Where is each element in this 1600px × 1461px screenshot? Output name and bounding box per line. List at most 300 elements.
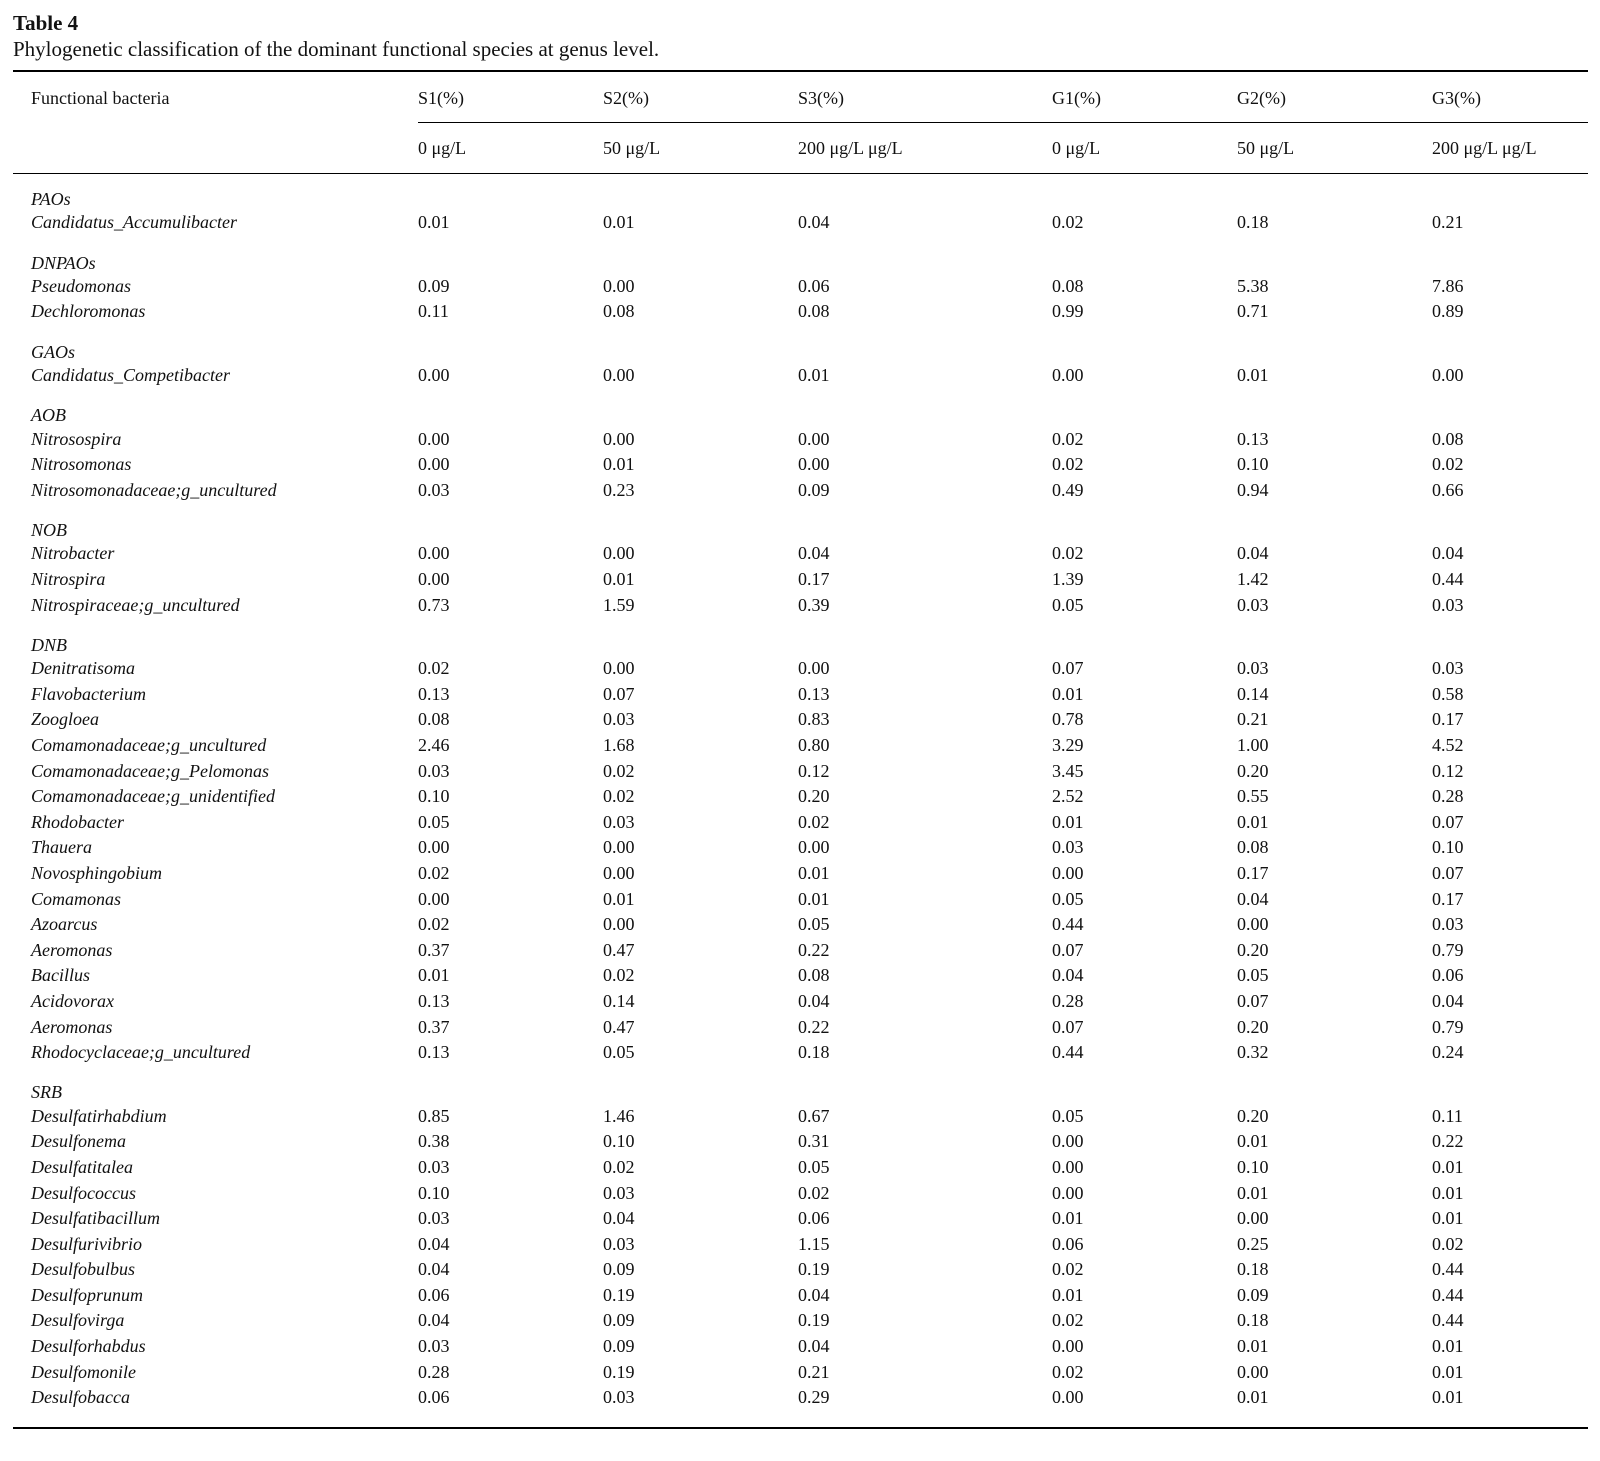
value-cell: 0.19 [603,1284,635,1305]
value-cell: 0.04 [798,1284,830,1305]
value-cell: 0.13 [1237,428,1269,449]
value-cell: 0.05 [418,811,450,832]
value-cell: 0.05 [798,914,830,935]
value-cell: 0.03 [418,1156,450,1177]
value-cell: 0.21 [798,1361,830,1382]
value-cell: 0.14 [603,990,635,1011]
value-cell: 0.08 [798,301,830,322]
species-name: Aeromonas [31,1016,113,1037]
value-cell: 0.00 [1052,1182,1084,1203]
species-name: Desulfatirhabdium [31,1105,167,1126]
value-cell: 0.03 [418,1336,450,1357]
value-cell: 0.06 [1052,1233,1084,1254]
value-cell: 0.00 [603,428,635,449]
species-name: Nitrospira [31,569,106,590]
value-cell: 0.85 [418,1105,450,1126]
table-row [13,1103,1588,1129]
value-cell: 0.00 [1237,1208,1269,1229]
species-name: Desulforhabdus [31,1336,146,1357]
value-cell: 0.10 [418,1182,450,1203]
value-cell: 0.03 [603,709,635,730]
value-cell: 0.02 [1052,428,1084,449]
value-cell: 0.02 [798,811,830,832]
value-cell: 0.07 [1237,990,1269,1011]
value-cell: 0.21 [1432,212,1464,233]
table-row [13,810,1588,836]
species-name: Flavobacterium [31,683,146,704]
value-cell: 0.08 [603,301,635,322]
value-cell: 1.68 [603,735,635,756]
value-cell: 0.07 [1052,939,1084,960]
value-cell: 0.02 [418,658,450,679]
value-cell: 0.00 [1052,365,1084,386]
value-cell: 0.19 [798,1259,830,1280]
value-cell: 0.08 [1237,837,1269,858]
value-cell: 0.00 [418,543,450,564]
value-cell: 0.07 [1052,1016,1084,1037]
value-cell: 0.05 [603,1042,635,1063]
value-cell: 1.15 [798,1233,830,1254]
value-cell: 0.18 [1237,1310,1269,1331]
value-cell: 0.24 [1432,1042,1464,1063]
value-cell: 0.12 [798,760,830,781]
table-bottom-rule [13,1411,1588,1428]
value-cell: 0.94 [1237,479,1269,500]
header-conc-g2: 50 μg/L [1237,123,1432,174]
value-cell: 0.00 [418,888,450,909]
group-row [13,388,1588,426]
value-cell: 0.04 [418,1310,450,1331]
species-name: Pseudomonas [31,275,131,296]
value-cell: 0.73 [418,594,450,615]
value-cell: 0.09 [1237,1284,1269,1305]
group-row [13,1065,1588,1103]
table-row [13,1308,1588,1334]
group-label: NOB [31,520,67,541]
value-cell: 0.01 [418,965,450,986]
value-cell: 0.00 [603,837,635,858]
species-name: Desulfonema [31,1131,126,1152]
value-cell: 0.71 [1237,301,1269,322]
table-row [13,1180,1588,1206]
value-cell: 0.11 [1432,1105,1463,1126]
value-cell: 0.02 [418,914,450,935]
table-row [13,656,1588,682]
value-cell: 0.12 [1432,760,1464,781]
value-cell: 0.10 [1432,837,1464,858]
value-cell: 1.59 [603,594,635,615]
value-cell: 0.31 [798,1131,830,1152]
value-cell: 0.00 [603,275,635,296]
value-cell: 0.03 [418,760,450,781]
value-cell: 0.00 [1432,365,1464,386]
table-row [13,478,1588,504]
value-cell: 0.06 [1432,965,1464,986]
value-cell: 0.03 [603,1182,635,1203]
value-cell: 0.08 [798,965,830,986]
value-cell: 0.23 [603,479,635,500]
table-row [13,963,1588,989]
value-cell: 0.03 [603,1233,635,1254]
species-name: Rhodobacter [31,811,124,832]
value-cell: 0.04 [798,543,830,564]
value-cell: 0.00 [603,365,635,386]
header-sample-s2: S2(%) [603,87,649,108]
value-cell: 0.02 [798,1182,830,1203]
value-cell: 0.06 [418,1284,450,1305]
table-row [13,784,1588,810]
value-cell: 0.04 [1237,543,1269,564]
table-body [13,174,1588,1428]
species-name: Desulfatibacillum [31,1208,160,1229]
table-row [13,299,1588,325]
value-cell: 0.00 [1052,1131,1084,1152]
value-cell: 0.99 [1052,301,1084,322]
table-row [13,758,1588,784]
value-cell: 0.05 [1237,965,1269,986]
value-cell: 0.09 [603,1259,635,1280]
value-cell: 0.32 [1237,1042,1269,1063]
document [13,10,1588,1429]
table-row [13,707,1588,733]
value-cell: 0.00 [418,837,450,858]
species-name: Comamonadaceae;g_unidentified [31,786,275,807]
value-cell: 0.00 [1052,1156,1084,1177]
group-label: AOB [31,405,66,426]
value-cell: 0.04 [418,1259,450,1280]
value-cell: 0.09 [603,1310,635,1331]
species-name: Novosphingobium [31,862,163,883]
value-cell: 0.22 [798,1016,830,1037]
value-cell: 0.17 [1432,709,1464,730]
value-cell: 0.04 [1432,543,1464,564]
value-cell: 0.01 [1432,1387,1464,1408]
value-cell: 0.05 [798,1156,830,1177]
data-table [13,70,1588,1429]
table-row [13,274,1588,300]
value-cell: 0.00 [418,365,450,386]
value-cell: 7.86 [1432,275,1464,296]
value-cell: 0.19 [798,1310,830,1331]
value-cell: 0.01 [1237,365,1269,386]
table-row [13,426,1588,452]
value-cell: 0.09 [798,479,830,500]
value-cell: 0.21 [1237,709,1269,730]
value-cell: 0.01 [1432,1182,1464,1203]
value-cell: 0.01 [1237,1131,1269,1152]
value-cell: 0.44 [1432,569,1464,590]
value-cell: 0.03 [418,479,450,500]
value-cell: 0.03 [1432,594,1464,615]
value-cell: 0.03 [1237,594,1269,615]
value-cell: 0.08 [418,709,450,730]
species-name: Comamonas [31,888,122,909]
value-cell: 0.13 [418,1042,450,1063]
table-row [13,363,1588,389]
value-cell: 0.03 [418,1208,450,1229]
group-label: DNPAOs [31,252,96,273]
value-cell: 1.39 [1052,569,1084,590]
header-row-concentrations [13,123,1588,174]
species-name: Rhodocyclaceae;g_uncultured [31,1042,251,1063]
group-row [13,618,1588,656]
value-cell: 0.00 [1052,1387,1084,1408]
header-conc-g3: 200 μg/L μg/L [1432,123,1588,174]
value-cell: 0.01 [798,365,830,386]
species-name: Desulfurivibrio [31,1233,142,1254]
value-cell: 2.46 [418,735,450,756]
table-row [13,1129,1588,1155]
value-cell: 0.04 [798,1336,830,1357]
value-cell: 0.14 [1237,683,1269,704]
value-cell: 0.17 [798,569,830,590]
table-row [13,452,1588,478]
value-cell: 0.02 [1052,1259,1084,1280]
value-cell: 0.02 [603,1156,635,1177]
value-cell: 0.02 [603,760,635,781]
value-cell: 2.52 [1052,786,1084,807]
value-cell: 0.28 [1432,786,1464,807]
group-label: DNB [31,634,67,655]
value-cell: 0.20 [798,786,830,807]
value-cell: 0.17 [1432,888,1464,909]
value-cell: 0.00 [418,569,450,590]
species-name: Acidovorax [31,990,114,1011]
value-cell: 0.37 [418,939,450,960]
value-cell: 0.05 [1052,1105,1084,1126]
value-cell: 3.45 [1052,760,1084,781]
table-row [13,1014,1588,1040]
table-row [13,567,1588,593]
species-name: Desulfatitalea [31,1156,133,1177]
table-row [13,1385,1588,1411]
value-cell: 0.03 [1237,658,1269,679]
value-cell: 0.10 [1237,454,1269,475]
value-cell: 0.13 [418,990,450,1011]
value-cell: 0.01 [1052,811,1084,832]
table-row [13,989,1588,1015]
value-cell: 0.01 [1432,1156,1464,1177]
species-name: Desulfoprunum [31,1284,143,1305]
species-name: Candidatus_Competibacter [31,365,230,386]
group-row [13,325,1588,363]
value-cell: 0.44 [1432,1284,1464,1305]
group-row [13,503,1588,541]
value-cell: 0.01 [1432,1208,1464,1229]
value-cell: 0.55 [1237,786,1269,807]
table-label: Table 4 [13,11,79,35]
value-cell: 0.11 [418,301,449,322]
header-conc-s3: 200 μg/L μg/L [798,123,1052,174]
value-cell: 0.10 [418,786,450,807]
header-blank-cell [13,123,418,174]
table-row [13,541,1588,567]
value-cell: 5.38 [1237,275,1269,296]
value-cell: 0.00 [603,914,635,935]
value-cell: 0.18 [1237,1259,1269,1280]
table-row [13,1040,1588,1066]
value-cell: 0.06 [418,1387,450,1408]
table-row [13,682,1588,708]
value-cell: 0.02 [1432,1233,1464,1254]
value-cell: 0.01 [603,454,635,475]
value-cell: 0.09 [603,1336,635,1357]
value-cell: 0.47 [603,1016,635,1037]
group-label: PAOs [31,189,71,209]
value-cell: 0.01 [1237,1387,1269,1408]
value-cell: 0.38 [418,1131,450,1152]
table-row [13,1359,1588,1385]
value-cell: 0.22 [1432,1131,1464,1152]
value-cell: 0.00 [1052,1336,1084,1357]
group-row [13,174,1588,211]
value-cell: 0.01 [1237,811,1269,832]
value-cell: 0.01 [603,569,635,590]
value-cell: 1.00 [1237,735,1269,756]
table-row [13,1257,1588,1283]
value-cell: 0.78 [1052,709,1084,730]
value-cell: 3.29 [1052,735,1084,756]
value-cell: 0.00 [798,428,830,449]
value-cell: 0.89 [1432,301,1464,322]
value-cell: 0.01 [1237,1182,1269,1203]
value-cell: 0.02 [1052,1361,1084,1382]
value-cell: 0.28 [418,1361,450,1382]
group-row [13,236,1588,274]
value-cell: 1.42 [1237,569,1269,590]
value-cell: 0.19 [603,1361,635,1382]
header-sample-g2: G2(%) [1237,87,1286,108]
header-sample-g3: G3(%) [1432,87,1481,108]
value-cell: 0.00 [1237,1361,1269,1382]
value-cell: 0.02 [603,965,635,986]
value-cell: 1.46 [603,1105,635,1126]
table-row [13,937,1588,963]
species-name: Desulfomonile [31,1361,136,1382]
value-cell: 0.00 [418,454,450,475]
species-name: Comamonadaceae;g_Pelomonas [31,760,269,781]
value-cell: 0.00 [798,454,830,475]
value-cell: 0.06 [798,275,830,296]
value-cell: 0.01 [603,212,635,233]
value-cell: 0.20 [1237,1016,1269,1037]
value-cell: 0.49 [1052,479,1084,500]
value-cell: 0.00 [603,658,635,679]
value-cell: 0.18 [798,1042,830,1063]
table-row [13,1155,1588,1181]
value-cell: 0.02 [1052,454,1084,475]
species-name: Nitrosomonas [31,454,132,475]
value-cell: 0.02 [603,786,635,807]
value-cell: 0.01 [1432,1361,1464,1382]
value-cell: 0.79 [1432,1016,1464,1037]
value-cell: 0.04 [603,1208,635,1229]
table-caption: Phylogenetic classification of the dominant functional species at genus level. [13,37,660,61]
table-row [13,733,1588,759]
value-cell: 0.44 [1052,1042,1084,1063]
species-name: Desulfobacca [31,1387,130,1408]
species-name: Thauera [31,837,93,858]
value-cell: 0.79 [1432,939,1464,960]
header-conc-s2: 50 μg/L [603,123,798,174]
table-end-spacer [13,1411,1588,1428]
value-cell: 0.01 [1052,1284,1084,1305]
value-cell: 0.01 [603,888,635,909]
value-cell: 0.04 [1432,990,1464,1011]
value-cell: 0.07 [1052,658,1084,679]
table-row [13,210,1588,236]
value-cell: 0.01 [1237,1336,1269,1357]
value-cell: 0.03 [603,811,635,832]
value-cell: 0.13 [418,683,450,704]
value-cell: 0.44 [1432,1310,1464,1331]
value-cell: 0.05 [1052,888,1084,909]
value-cell: 0.02 [1052,212,1084,233]
value-cell: 0.25 [1237,1233,1269,1254]
table-row [13,835,1588,861]
value-cell: 0.39 [798,594,830,615]
value-cell: 0.02 [418,862,450,883]
species-name: Desulfococcus [31,1182,136,1203]
table-row [13,1206,1588,1232]
value-cell: 0.00 [798,658,830,679]
value-cell: 0.03 [603,1387,635,1408]
species-name: Nitrobacter [31,543,115,564]
value-cell: 0.00 [798,837,830,858]
value-cell: 0.01 [418,212,450,233]
value-cell: 0.01 [798,862,830,883]
value-cell: 0.28 [1052,990,1084,1011]
species-name: Comamonadaceae;g_uncultured [31,735,267,756]
value-cell: 0.04 [1052,965,1084,986]
value-cell: 0.02 [1432,454,1464,475]
value-cell: 0.08 [1432,428,1464,449]
value-cell: 4.52 [1432,735,1464,756]
value-cell: 0.83 [798,709,830,730]
header-functional-bacteria: Functional bacteria [31,87,170,108]
species-name: Aeromonas [31,939,113,960]
value-cell: 0.07 [1432,862,1464,883]
value-cell: 0.37 [418,1016,450,1037]
value-cell: 0.01 [1052,1208,1084,1229]
table-row [13,912,1588,938]
header-sample-s3: S3(%) [798,87,844,108]
value-cell: 0.20 [1237,939,1269,960]
value-cell: 0.00 [1237,914,1269,935]
value-cell: 0.04 [1237,888,1269,909]
species-name: Zoogloea [31,709,100,730]
value-cell: 0.03 [1432,658,1464,679]
header-sample-g1: G1(%) [1052,87,1101,108]
value-cell: 0.20 [1237,760,1269,781]
value-cell: 0.22 [798,939,830,960]
value-cell: 0.04 [798,990,830,1011]
header-sample-s1: S1(%) [418,87,464,108]
value-cell: 0.47 [603,939,635,960]
value-cell: 0.01 [1432,1336,1464,1357]
value-cell: 0.18 [1237,212,1269,233]
table-row [13,886,1588,912]
group-label: SRB [31,1082,62,1103]
value-cell: 0.13 [798,683,830,704]
table-row [13,1283,1588,1309]
group-label: GAOs [31,341,75,362]
value-cell: 0.01 [1052,683,1084,704]
value-cell: 0.67 [798,1105,830,1126]
value-cell: 0.66 [1432,479,1464,500]
species-name: Dechloromonas [31,301,146,322]
header-conc-g1: 0 μg/L [1052,123,1237,174]
